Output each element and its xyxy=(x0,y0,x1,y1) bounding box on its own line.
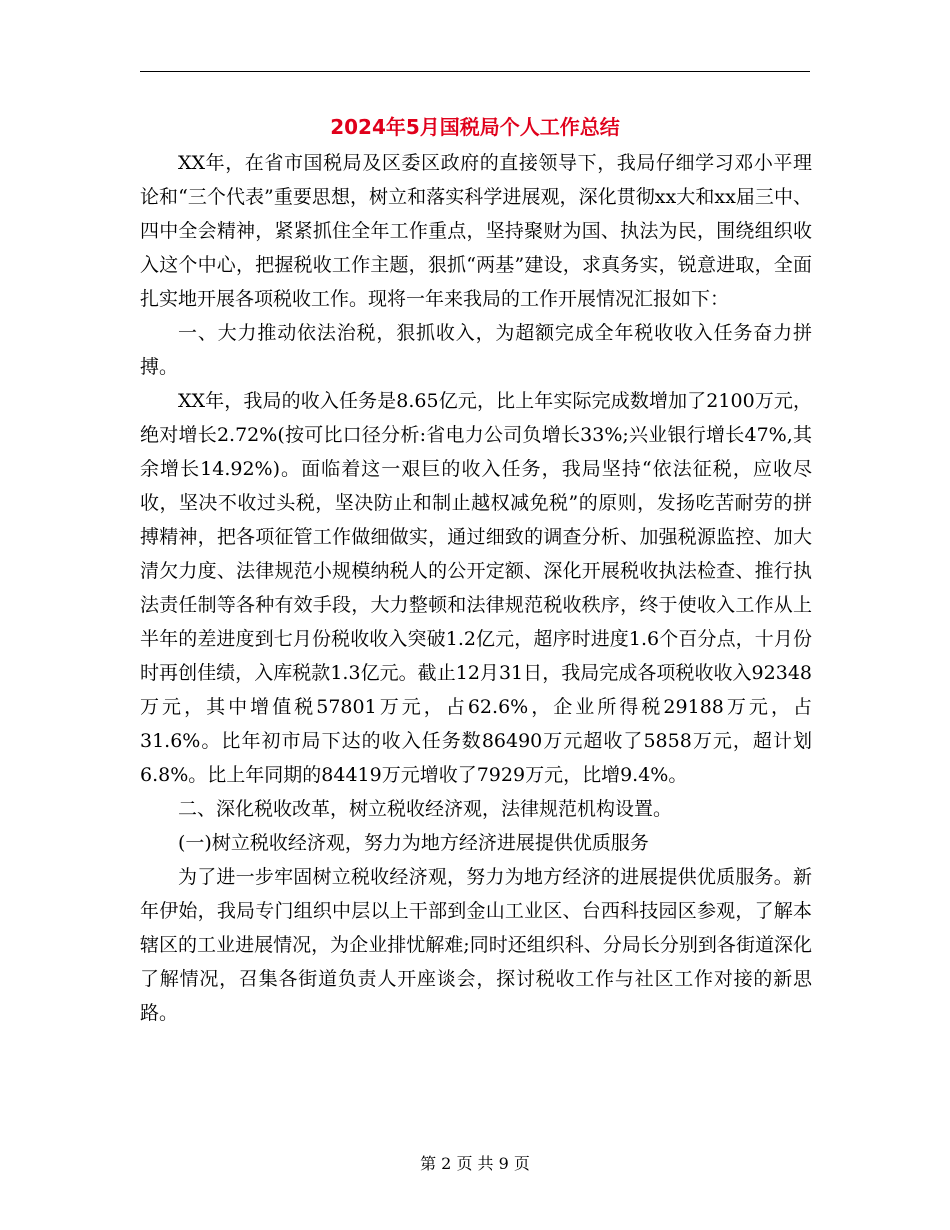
paragraph-service: 为了进一步牢固树立税收经济观，努力为地方经济的进展提供优质服务。新年伊始，我局专门组织中层以上干部到金山工业区、台西科技园区参观，了解本辖区的工业进展情况，为企业排忧解难;同时还组织科、分局长分别到各街道深化了解情况，召集各街道负责人开座谈会，探讨税收工作与社区工作对接的新思路。 xyxy=(140,866,812,1024)
section-heading-1: 一、大力推动依法治税，狠抓收入，为超额完成全年税收收入任务奋力拼搏。 xyxy=(140,322,812,378)
document-body xyxy=(140,146,812,1030)
paragraph-revenue: XX年，我局的收入任务是8.65亿元，比上年实际完成数增加了2100万元，绝对增长2.72%(按可比口径分析:省电力公司负增长33%;兴业银行增长47%,其余增长14.92%)。面临着这一艰巨的收入任务，我局坚持“依法征税，应收尽收，坚决不收过头税，坚决防止和制止越权减免税”的原则，发扬吃苦耐劳的拼搏精神，把各项征管工作做细做实，通过细致的调查分析、加强税源监控、加大清欠力度、法律规范小规模纳税人的公开定额、深化开展税收执法检查、推行执法责任制等各种有效手段，大力整顿和法律规范税收秩序，终于使收入工作从上半年的差进度到七月份税收收入突破1.2亿元，超序时进度1.6个百分点，十月份时再创佳绩，入库税款1.3亿元。截止12月31日，我局完成各项税收收入92348万元，其中增值税57801万元，占62.6%，企业所得税29188万元，占31.6%。比年初市局下达的收入任务数86490万元超收了5858万元，超计划6.8%。比上年同期的84419万元增收了7929万元，比增9.4%。 xyxy=(140,390,812,786)
page-number-label: 第 2 页 共 9 页 xyxy=(420,1154,530,1173)
document-title: 2024年5月国税局个人工作总结 xyxy=(330,115,620,139)
subsection-heading-1: (一)树立税收经济观，努力为地方经济进展提供优质服务 xyxy=(178,832,649,854)
header-rule xyxy=(140,71,810,72)
paragraph-intro: XX年，在省市国税局及区委区政府的直接领导下，我局仔细学习邓小平理论和“三个代表”重要思想，树立和落实科学进展观，深化贯彻xx大和xx届三中、四中全会精神，紧紧抓住全年工作重点，坚持聚财为国、执法为民，围绕组织收入这个中心，把握税收工作主题，狠抓“两基”建设，求真务实，锐意进取，全面扎实地开展各项税收工作。现将一年来我局的工作开展情况汇报如下： xyxy=(140,152,812,310)
section-heading-2: 二、深化税收改革，树立税收经济观，法律规范机构设置。 xyxy=(178,798,673,820)
page-number-footer xyxy=(0,1152,950,1176)
